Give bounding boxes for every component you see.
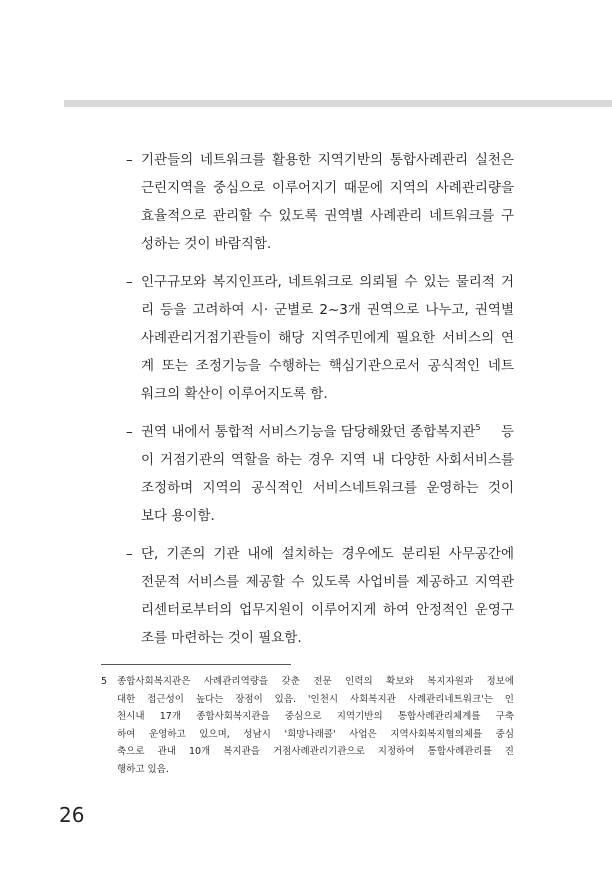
text-segment: 권역 내에서 통합적 서비스기능을 담당해왔던 종합복지관 [141,424,476,440]
text-line: 보다 용이함. [141,508,215,524]
text-line: 성하는 것이 바람직함. [141,236,272,252]
dash-marker: – [126,546,133,562]
header-rule [64,100,612,107]
dash-marker: – [126,424,133,440]
text-line [141,418,514,446]
text-line: 전문적 서비스를 제공할 수 있도록 사업비를 제공하고 지역관 [141,574,514,590]
text-line: 워크의 확산이 이루어지도록 함. [141,386,328,402]
footnote-line: 천시내 17개 종합사회복지관을 중심으로 지역기반의 통합사례관리체계를 구축 [117,711,514,722]
text-line: 리 등을 고려하여 시· 군별로 2~3개 권역으로 나누고, 권역별 [141,302,514,318]
text-line: 근린지역을 중심으로 이루어지기 때문에 지역의 사례관리량을 [141,180,514,196]
bullet-item [120,540,514,652]
text-line: 기관들의 네트워크를 활용한 지역기반의 통합사례관리 실천은 [141,152,514,168]
footnote-line: 대한 접근성이 높다는 장점이 있음. '인천시 사회복지관 사례관리네트워크'는 인 [117,693,514,705]
footnote-body [117,673,514,778]
footnote-divider [101,664,291,665]
dash-marker: – [126,152,133,168]
text-line: 조정하며 지역의 공식적인 서비스네트워크를 운영하는 것이 [141,480,514,496]
footnote-line: 행하고 있음. [117,763,169,775]
text-line: 효율적으로 관리할 수 있도록 권역별 사례관리 네트워크를 구 [141,208,514,224]
main-content [120,146,514,662]
page-number: 26 [59,803,85,827]
text-line: 리센터로부터의 업무지원이 이루어지게 하여 안정적인 운영구 [141,602,514,618]
text-line: 단, 기존의 기관 내에 설치하는 경우에도 분리된 사무공간에 [141,546,514,562]
text-segment: 등 [500,424,514,440]
footnote-line: 축으로 관내 10개 복지관을 거점사례관리기관으로 지정하여 통합사례관리를 진 [117,746,514,757]
text-line: 사례관리거점기관들이 해당 지역주민에게 필요한 서비스의 연 [141,330,514,346]
footnote-line: 종합사회복지관은 사례관리역량을 갖춘 전문 인력의 확보와 복지자원과 정보에 [117,676,514,687]
text-line: 인구규모와 복지인프라, 네트워크로 의뢰될 수 있는 물리적 거 [141,274,514,290]
text-line: 조를 마련하는 것이 필요함. [141,630,302,646]
bullet-item [120,146,514,258]
dash-marker: – [126,274,133,290]
text-line: 계 또는 조정기능을 수행하는 핵심기관으로서 공식적인 네트 [141,358,514,374]
footnote-line: 하여 운영하고 있으며, 성남시 '희망나래콜' 사업은 지역사회복지협의체를 중심 [117,728,514,740]
footnote-number: 5 [101,676,108,687]
text-line: 이 거점기관의 역할을 하는 경우 지역 내 다양한 사회서비스를 [141,452,514,468]
bullet-item [120,268,514,408]
footnote-ref[interactable]: 5 [475,423,481,432]
bullet-item [120,418,514,530]
text-segment [141,418,481,446]
footnote [101,673,514,778]
